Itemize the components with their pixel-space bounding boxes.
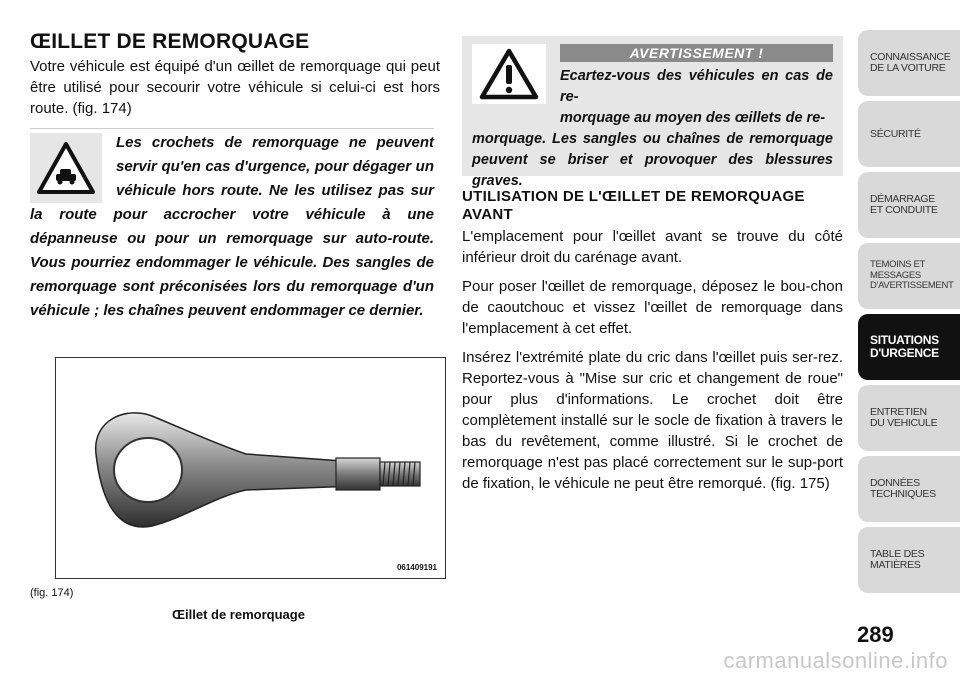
subsection-title: UTILISATION DE L'ŒILLET DE REMORQUAGE AVANT — [462, 188, 805, 223]
intro-paragraph: Votre véhicule est équipé d'un œillet de remorquage qui peut être utilisé pour secourir votre véhicule si celui-ci est hors route. (fig. 174) — [30, 58, 440, 117]
paragraph-location: L'emplacement pour l'œillet avant se trouve du côté inférieur droit du carénage avant. — [462, 228, 843, 266]
right-column — [462, 188, 843, 502]
tab-securite[interactable]: SÉCURITÉ — [858, 101, 960, 167]
figure-number: (fig. 174) — [30, 587, 74, 599]
paragraph-jack: Insérez l'extrémité plate du cric dans l'œillet puis ser-rez. Reportez-vous à "Mise sur cric et changement de roue" pour plus d'informations. Le crochet doit être complètement installé sur le socle de fixation à travers le bas du revêtement, comme illustré. Si le crochet de remorquage n'est pas placé correctement sur le sup-port de fixation, le véhicule ne peut être remorqué. (fig. 175) — [462, 349, 843, 492]
car-skid-warning-icon — [36, 141, 96, 195]
watermark: carmanualsonline.info — [723, 648, 948, 673]
tow-eye-figure — [55, 357, 446, 579]
caution-note-text: Les crochets de remorquage ne peuvent servir qu'en cas d'urgence, pour dégager un véhicule hors route. Ne les utilisez pas sur la route pour accrocher votre véhicule à une dépanneuse ou pour un remorquage sur auto-route. Vous pourriez endommager le véhicule. Des sangles de remorquage sont préconisées lors du remorquage d'un véhicule ; les chaînes peuvent endommager ce dernier. — [30, 134, 434, 319]
chapter-tabs — [858, 30, 960, 598]
left-column — [30, 30, 440, 119]
tab-entretien[interactable]: ENTRETIEN DU VEHICULE — [858, 385, 960, 451]
tab-temoins[interactable]: TEMOINS ET MESSAGES D'AVERTISSEMENT — [858, 243, 960, 309]
warning-line-rest: morquage. Les sangles ou chaînes de remorquage peuvent se briser et provoquer des blessures graves. — [472, 131, 833, 189]
tab-table-matieres[interactable]: TABLE DES MATIÈRES — [858, 527, 960, 593]
warning-heading: AVERTISSEMENT ! — [560, 44, 833, 62]
page-number: 289 — [857, 622, 894, 647]
paragraph-install: Pour poser l'œillet de remorquage, déposez le bou-chon de caoutchouc et vissez l'œillet de remorquage dans l'emplacement à cet effet. — [462, 278, 843, 337]
figure-code: 061409191 — [396, 563, 437, 572]
caution-note — [30, 128, 434, 323]
tab-connaissance[interactable]: CONNAISSANCE DE LA VOITURE — [858, 30, 960, 96]
warning-line-2: morquage au moyen des œillets de re- — [560, 110, 826, 126]
tab-situations-urgence[interactable]: SITUATIONS D'URGENCE — [858, 314, 960, 380]
warning-line-1: Ecartez-vous des véhicules en cas de re- — [560, 68, 833, 105]
caution-icon-box — [30, 133, 102, 203]
warning-block — [462, 36, 843, 189]
warning-text — [472, 66, 833, 192]
tab-donnees[interactable]: DONNÉES TECHNIQUES — [858, 456, 960, 522]
tab-demarrage[interactable]: DÉMARRAGE ET CONDUITE — [858, 172, 960, 238]
section-title: ŒILLET DE REMORQUAGE — [30, 30, 310, 53]
figure-caption: Œillet de remorquage — [172, 607, 305, 622]
tow-eye-illustration — [56, 358, 445, 578]
